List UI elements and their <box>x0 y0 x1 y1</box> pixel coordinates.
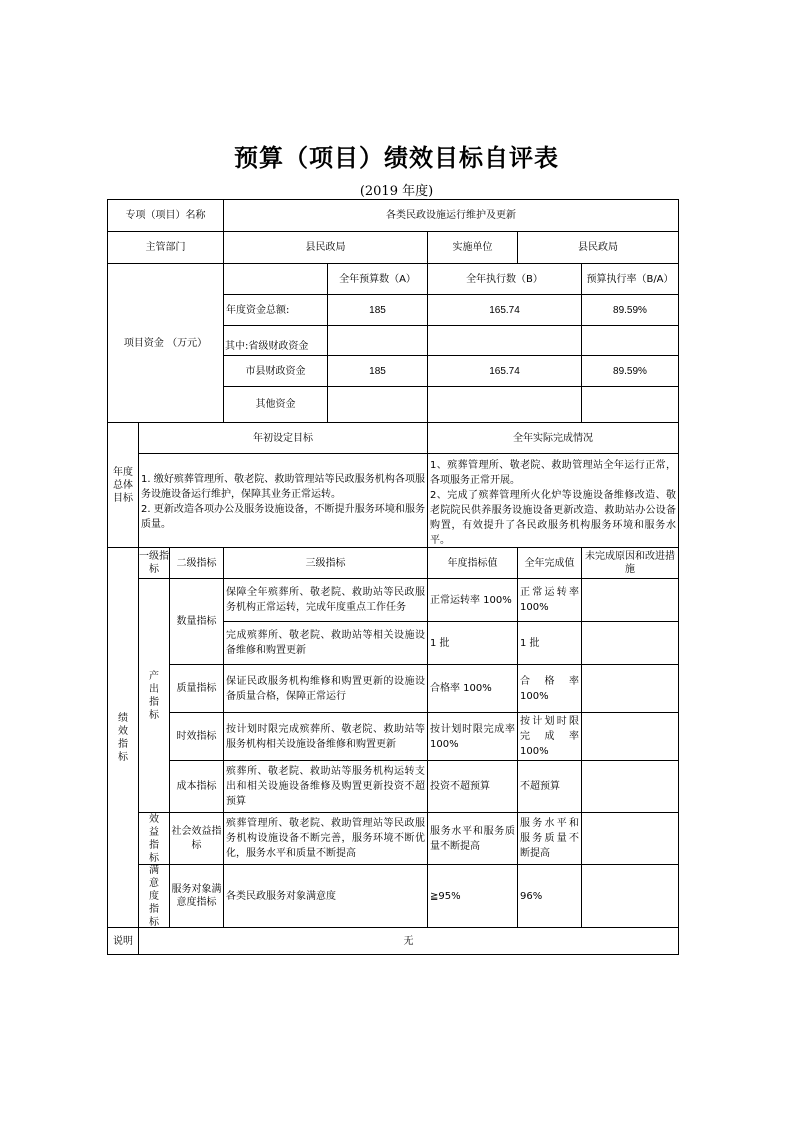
indicator-row-4-third: 按计划时限完成殡葬所、敬老院、救助站等服务机构相关设施设备维修和购置更新 <box>223 712 428 761</box>
service-satisfaction-label: 服务对象满意度指标 <box>169 864 224 928</box>
benefit-indicators-label <box>138 812 170 865</box>
project-name-value: 各类民政设施运行维护及更新 <box>223 199 679 232</box>
funds-row-other-executed <box>427 386 582 423</box>
funds-row-provincial-rate <box>581 325 679 356</box>
funds-header-executed: 全年执行数（B） <box>427 263 582 295</box>
note-value: 无 <box>138 927 679 955</box>
indicator-row-5-target: 投资不超预算 <box>427 760 518 813</box>
goals-done-text: 1、殡葬管理所、敬老院、救助管理站全年运行正常，各项服务正常开展。 2、完成了殡葬管理所火化炉等设施设备维修改造、敬老院院民供养服务设施设备更新改造、救助站办公设备购置，有效提升了各民政服务机构服务环境和服务水平。 <box>427 453 679 548</box>
indicator-row-4-actual: 按计划时限完成率 100% <box>517 712 582 761</box>
indicator-row-2-third: 完成殡葬所、敬老院、救助站等相关设施设备维修和购置更新 <box>223 621 428 665</box>
funds-row-other-label: 其他资金 <box>223 386 328 423</box>
impl-unit-value: 县民政局 <box>517 231 679 264</box>
indicator-row-1-target: 正常运转率 100% <box>427 578 518 622</box>
indicator-row-4-reason <box>581 712 679 761</box>
funds-row-total-executed: 165.74 <box>427 294 582 326</box>
indicator-row-1-reason <box>581 578 679 622</box>
indicator-row-7-reason <box>581 864 679 928</box>
output-indicators-text: 产出指标 <box>149 670 159 721</box>
perf-label <box>107 547 139 928</box>
indicator-row-7-third: 各类民政服务对象满意度 <box>223 864 428 928</box>
funds-row-other-budget <box>327 386 428 423</box>
perf-header-reason: 未完成原因和改进措施 <box>581 547 679 579</box>
goals-set-header: 年初设定目标 <box>138 422 428 454</box>
indicator-row-3-reason <box>581 664 679 713</box>
funds-row-local-rate: 89.59% <box>581 355 679 387</box>
quantity-indicators-label: 数量指标 <box>169 578 224 665</box>
indicator-row-2-actual: 1 批 <box>517 621 582 665</box>
satisfaction-indicators-label <box>138 864 170 928</box>
output-indicators-label <box>138 578 170 813</box>
funds-row-total-budget: 185 <box>327 294 428 326</box>
perf-header-level1: 一级指标 <box>138 547 170 579</box>
indicator-row-3-actual: 合格率 100% <box>517 664 582 713</box>
social-benefit-label: 社会效益指标 <box>169 812 224 865</box>
perf-header-level3: 三级指标 <box>223 547 428 579</box>
funds-row-provincial-executed <box>427 325 582 356</box>
funds-row-provincial-label: 其中:省级财政资金 <box>223 325 328 356</box>
page-title: 预算（项目）绩效目标自评表 <box>234 144 559 172</box>
indicator-row-3-target: 合格率 100% <box>427 664 518 713</box>
funds-row-local-executed: 165.74 <box>427 355 582 387</box>
goals-done-header: 全年实际完成情况 <box>427 422 679 454</box>
perf-header-level2: 二级指标 <box>169 547 224 579</box>
funds-row-local-budget: 185 <box>327 355 428 387</box>
satisfaction-indicators-text: 满意度指标 <box>149 864 159 928</box>
indicator-row-6-reason <box>581 812 679 865</box>
funds-row-total-rate: 89.59% <box>581 294 679 326</box>
timeliness-indicators-label: 时效指标 <box>169 712 224 761</box>
funds-header-rate: 预算执行率（B/A） <box>581 263 679 295</box>
indicator-row-2-target: 1 批 <box>427 621 518 665</box>
perf-label-text: 绩效指标 <box>118 712 128 763</box>
indicator-row-6-target: 服务水平和服务质量不断提高 <box>427 812 518 865</box>
funds-row-local-label: 市县财政资金 <box>223 355 328 387</box>
indicator-row-2-reason <box>581 621 679 665</box>
funds-header-blank <box>223 263 328 295</box>
cost-indicators-label: 成本指标 <box>169 760 224 813</box>
indicator-row-1-actual: 正常运转率100% <box>517 578 582 622</box>
impl-unit-label: 实施单位 <box>427 231 518 264</box>
funds-header-budget: 全年预算数（A） <box>327 263 428 295</box>
quality-indicators-label: 质量指标 <box>169 664 224 713</box>
indicator-row-6-third: 殡葬管理所、敬老院、救助管理站等民政服务机构设施设备不断完善，服务环境不断优化，服务水平和质量不断提高 <box>223 812 428 865</box>
indicator-row-4-target: 按计划时限完成率100% <box>427 712 518 761</box>
dept-label: 主管部门 <box>107 231 224 264</box>
annual-goals-label <box>107 422 139 548</box>
year-subtitle: (2019 年度) <box>359 184 434 199</box>
dept-value: 县民政局 <box>223 231 428 264</box>
annual-goals-label-text: 年度总体目标 <box>113 466 133 504</box>
perf-header-target: 年度指标值 <box>427 547 518 579</box>
funds-label: 项目资金 （万元） <box>107 263 224 423</box>
project-name-label: 专项（项目）名称 <box>107 199 224 232</box>
funds-row-other-rate <box>581 386 679 423</box>
indicator-row-7-target: ≧95% <box>427 864 518 928</box>
indicator-row-5-third: 殡葬所、敬老院、救助站等服务机构运转支出和相关设施设备维修及购置更新投资不超预算 <box>223 760 428 813</box>
indicator-row-5-actual: 不超预算 <box>517 760 582 813</box>
funds-row-provincial-budget <box>327 325 428 356</box>
perf-header-actual: 全年完成值 <box>517 547 582 579</box>
goals-set-text: 1. 缴好殡葬管理所、敬老院、救助管理站等民政服务机构各项服务设施设备运行维护，保障其业务正常运转。 2. 更新改造各项办公及服务设施设备，不断提升服务环境和服务质量。 <box>138 453 428 548</box>
indicator-row-5-reason <box>581 760 679 813</box>
funds-row-total-label: 年度资金总额: <box>223 294 328 326</box>
note-label: 说明 <box>107 927 139 955</box>
indicator-row-7-actual: 96% <box>517 864 582 928</box>
indicator-row-1-third: 保障全年殡葬所、敬老院、救助站等民政服务机构正常运转，完成年度重点工作任务 <box>223 578 428 622</box>
benefit-indicators-text: 效益指标 <box>149 813 159 864</box>
indicator-row-6-actual: 服务水平和服务质量不断提高 <box>517 812 582 865</box>
indicator-row-3-third: 保证民政服务机构维修和购置更新的设施设备质量合格，保障正常运行 <box>223 664 428 713</box>
